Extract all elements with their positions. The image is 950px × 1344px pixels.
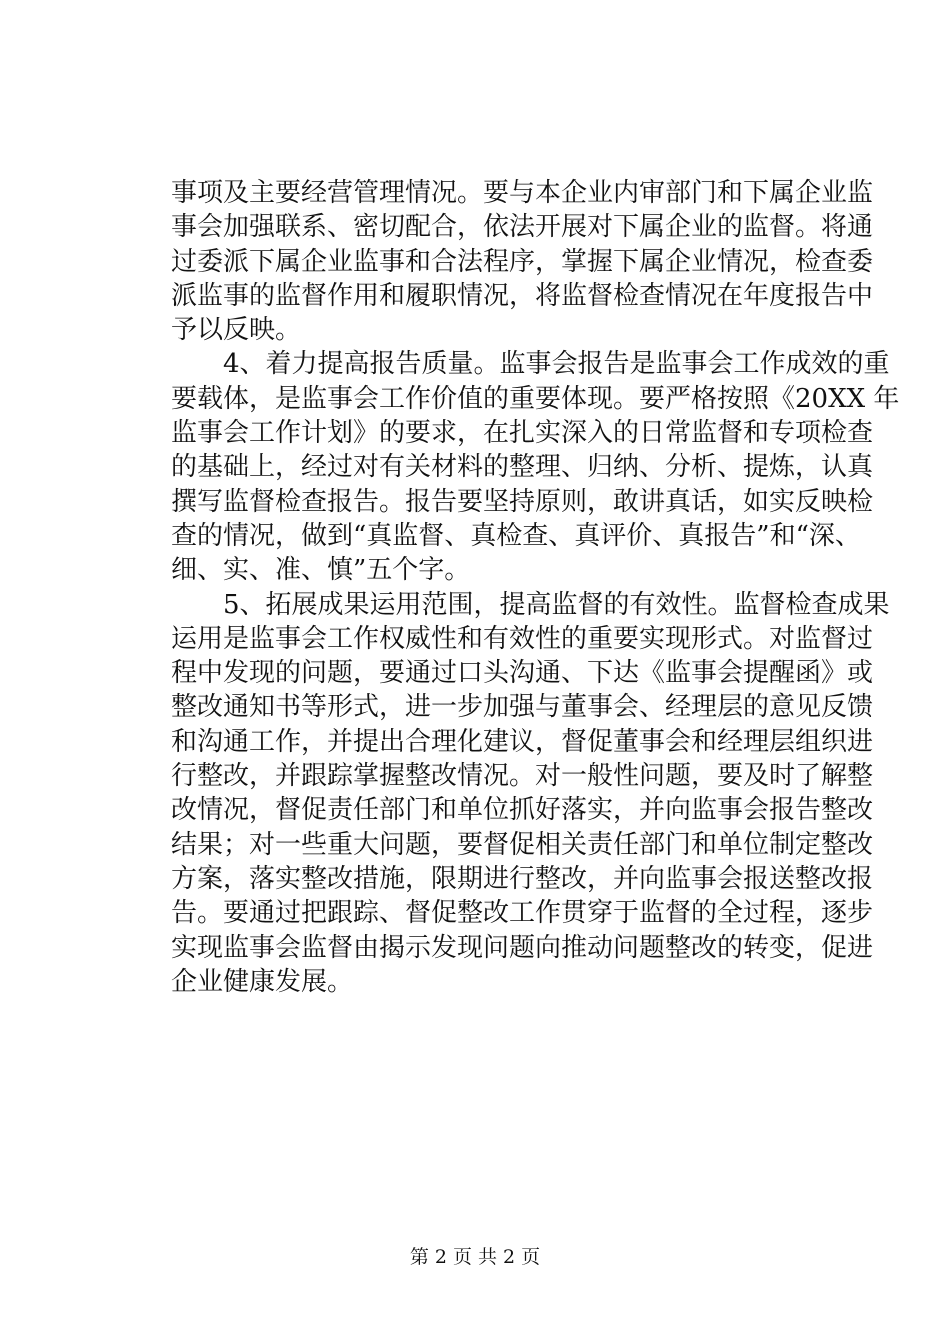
- text-line: 派监事的监督作用和履职情况，将监督检查情况在年度报告中: [171, 280, 874, 311]
- text-line: 5、拓展成果运用范围，提高监督的有效性。监督检查成果: [171, 589, 890, 620]
- text-line: 整改通知书等形式，进一步加强与董事会、经理层的意见反馈: [171, 692, 874, 723]
- text-line: 细、实、准、慎”五个字。: [171, 555, 471, 586]
- text-line: 企业健康发展。: [171, 966, 354, 997]
- text-line: 4、着力提高报告质量。监事会报告是监事会工作成效的重: [171, 349, 890, 380]
- text-line: 告。要通过把跟踪、督促整改工作贯穿于监督的全过程，逐步: [171, 898, 874, 929]
- text-line: 的基础上，经过对有关材料的整理、归纳、分析、提炼，认真: [171, 452, 874, 483]
- text-line: 过委派下属企业监事和合法程序，掌握下属企业情况，检查委: [171, 246, 874, 277]
- text-line: 和沟通工作，并提出合理化建议，督促董事会和经理层组织进: [171, 726, 874, 757]
- text-line: 结果；对一些重大问题，要督促相关责任部门和单位制定整改: [171, 829, 874, 860]
- text-line: 查的情况，做到“真监督、真检查、真评价、真报告”和“深、: [171, 520, 861, 551]
- text-line: 事会加强联系、密切配合，依法开展对下属企业的监督。将通: [171, 212, 874, 243]
- text-line: 方案，落实整改措施，限期进行整改，并向监事会报送整改报: [171, 863, 874, 894]
- text-line: 行整改，并跟踪掌握整改情况。对一般性问题，要及时了解整: [171, 761, 874, 792]
- text-line: 撰写监督检查报告。报告要坚持原则，敢讲真话，如实反映检: [171, 486, 874, 517]
- text-line: 监事会工作计划》的要求，在扎实深入的日常监督和专项检查: [171, 418, 874, 449]
- text-line: 运用是监事会工作权威性和有效性的重要实现形式。对监督过: [171, 623, 874, 654]
- page-footer: 第 2 页 共 2 页: [409, 1246, 541, 1268]
- text-line: 事项及主要经营管理情况。要与本企业内审部门和下属企业监: [171, 178, 874, 208]
- document-body: [171, 176, 900, 999]
- text-line: 实现监事会监督由揭示发现问题向推动问题整改的转变，促进: [171, 932, 874, 963]
- text-line: 予以反映。: [171, 315, 302, 346]
- text-line: 要载体，是监事会工作价值的重要体现。要严格按照《20XX 年: [171, 383, 900, 414]
- text-line: 改情况，督促责任部门和单位抓好落实，并向监事会报告整改: [171, 795, 874, 826]
- text-line: 程中发现的问题，要通过口头沟通、下达《监事会提醒函》或: [171, 658, 874, 689]
